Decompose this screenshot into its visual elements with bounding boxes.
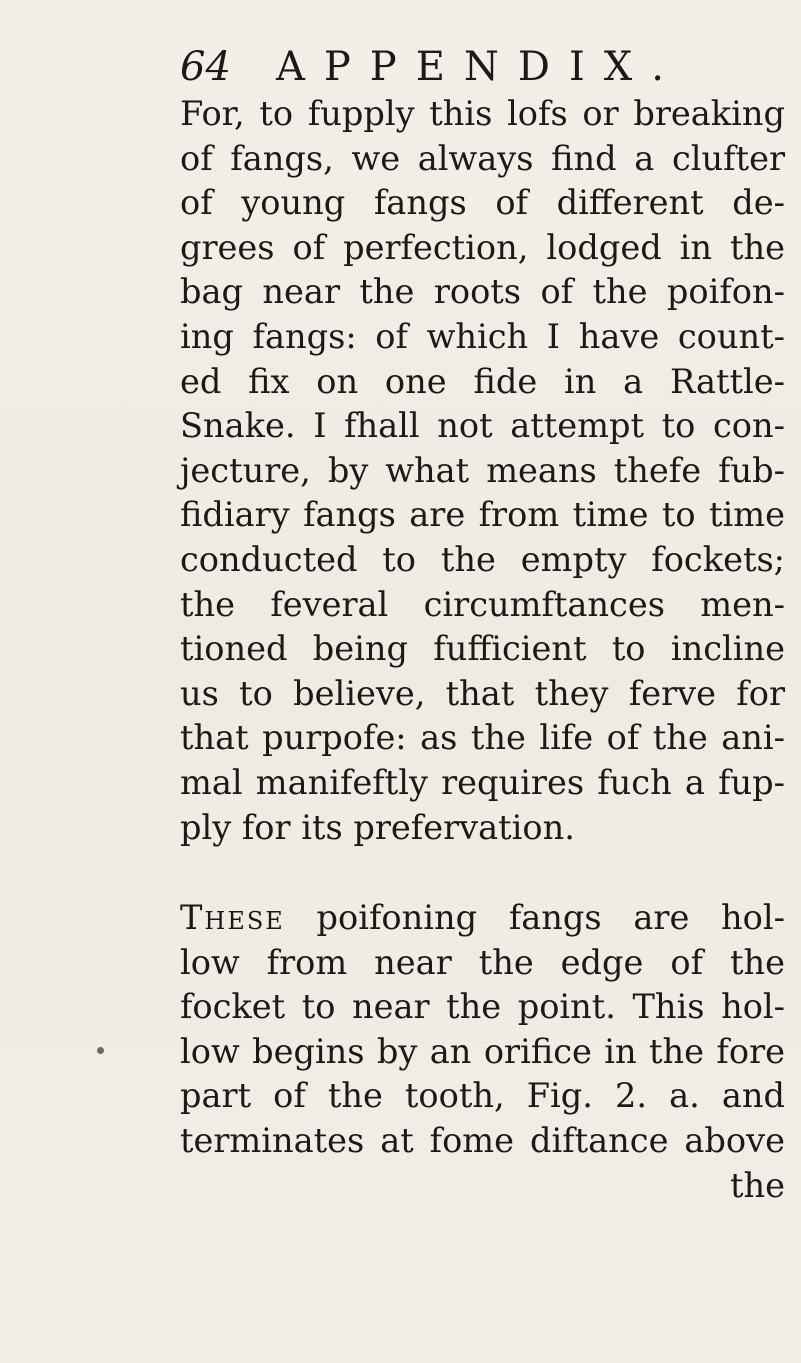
text-line: the feveral circumftances men- bbox=[180, 584, 785, 624]
text-line: of fangs, we always find a clufter bbox=[180, 138, 785, 178]
text-line: fidiary fangs are from time to time bbox=[180, 495, 785, 535]
text-line: that purpofe: as the life of the ani- bbox=[180, 718, 785, 758]
catchword: the bbox=[730, 1165, 785, 1205]
text-line: ing fangs: of which I have count- bbox=[180, 316, 785, 356]
text-line: Snake. I fhall not attempt to con- bbox=[180, 406, 785, 446]
text-line: of young fangs of different de- bbox=[180, 183, 785, 223]
text-line: ed fix on one fide in a Rattle- bbox=[180, 361, 785, 401]
text-line: ply for its prefervation. bbox=[180, 807, 575, 847]
text-line: terminates at fome diftance above bbox=[180, 1121, 785, 1161]
text-line: focket to near the point. This hol- bbox=[180, 987, 785, 1027]
text-line: bag near the roots of the poifon- bbox=[180, 272, 785, 312]
text-line: us to believe, that they ferve for bbox=[180, 673, 785, 713]
text-line: tioned being fufficient to incline bbox=[180, 629, 785, 669]
paragraph-break bbox=[180, 850, 785, 896]
text-line: part of the tooth, Fig. 2. a. and bbox=[180, 1076, 785, 1116]
text-line: low begins by an orifice in the fore bbox=[180, 1031, 785, 1071]
ink-spot bbox=[97, 1047, 104, 1054]
text-line: For, to fupply this lofs or breaking bbox=[180, 94, 785, 133]
text-line: grees of perfection, lodged in the bbox=[180, 227, 785, 267]
text-line: conducted to the empty fockets; bbox=[180, 539, 785, 579]
page-number: 64 bbox=[180, 44, 231, 90]
text-line: jecture, by what means thefe fub- bbox=[180, 450, 785, 490]
text-line: mal manifeftly requires fuch a fup- bbox=[180, 762, 785, 802]
page-header bbox=[180, 42, 700, 92]
running-head: APPENDIX. bbox=[276, 44, 683, 90]
text-line bbox=[180, 896, 785, 941]
text-line: low from near the edge of the bbox=[180, 942, 785, 982]
body-text bbox=[180, 92, 785, 1208]
text-line-rest: poifoning fangs are hol- bbox=[284, 898, 785, 938]
paragraph-lead-smallcaps: These bbox=[180, 898, 285, 938]
